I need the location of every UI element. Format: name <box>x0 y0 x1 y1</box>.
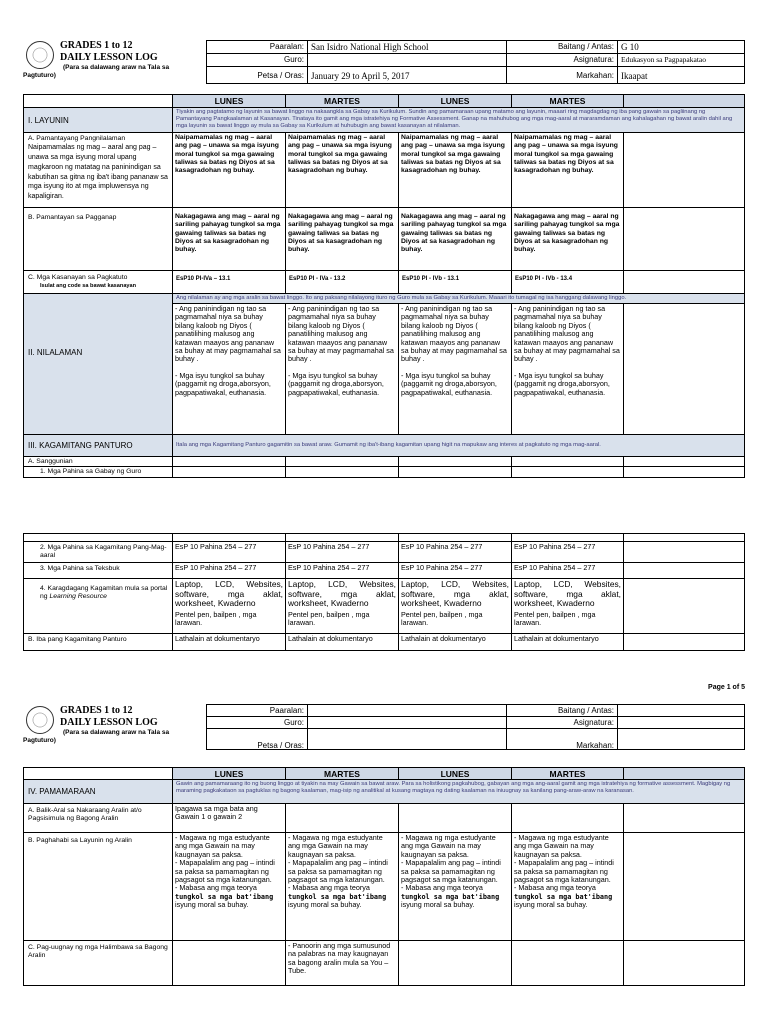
nilalaman-cell-1 <box>172 303 286 435</box>
layunin-note: Tiyakin ang pagtatamo ng layunin sa bawat linggo na nakaangkla sa Gabay sa Kurikulum. Sundin ang pamamaraan upang matamo ang layunin, maaari ring magdagdag ng iba pang gawain sa pagliinang ng Pamantayang Pangkaalaman at Kasanayan. Tinataya ito gamit ang mga istratehiya ng Formative Assessment. Ganap na mahuhubog ang mga mag-aaral at mararamdaman ang kahalagahan ng bawat aralin dahil ang mga layunin sa bawat linggo ay mula sa Gabay sa Kurikulum at huhubugin ang bawat kasanayan at nilalaman. <box>172 107 745 133</box>
asignatura-label-2: Asignatura: <box>506 716 618 729</box>
gabay-cell-5 <box>623 466 745 478</box>
nilalaman-para2: - Mga isyu tungkol sa buhay (paggamit ng droga,aborsyon, pagpapatiwakal, euthanasia. <box>401 370 497 397</box>
kasanayan-code-3: EsP10 PI - IVb - 13.1 <box>398 270 512 294</box>
kagamitan-pang-label: 2. Mga Pahina sa Kagamitang Pang-Mag-aaral <box>23 541 173 563</box>
balik-label: A. Balik-Aral sa Nakaraang Aralin at/o Pagsisimula ng Bagong Aralin <box>23 803 173 833</box>
teksbuk-cell-5 <box>623 562 745 579</box>
pangnilalaman-cell-2: Naipamamalas ng mag – aaral ang pag – unawa sa mga isyung moral tungkol sa mga gawaing taliwas sa batas ng Diyos at sa kasagradohan ng buhay. <box>285 132 399 208</box>
pag-uugnay-cell-5 <box>623 940 745 986</box>
balik-cell-4 <box>511 803 624 833</box>
pamamaraan-label: IV. PAMAMARAAN <box>23 779 173 804</box>
kasanayan-sublabel: Isulat ang code sa bawat kasanayan <box>40 283 137 290</box>
nilalaman-para2: - Mga isyu tungkol sa buhay (paggamit ng droga,aborsyon, pagpapatiwakal, euthanasia. <box>514 370 610 397</box>
paaralan-value: San Isidro National High School <box>307 40 507 54</box>
nilalaman-cell-4 <box>511 303 624 435</box>
karagdagan-big: Laptop, LCD, Websites, software, mga aklat, worksheet, Kwaderno <box>175 579 283 609</box>
iba-label: B. Iba pang Kagamitang Panturo <box>23 633 173 651</box>
karagdagan-cell-3 <box>398 578 512 634</box>
nilalaman-para2: - Mga isyu tungkol sa buhay (paggamit ng droga,aborsyon, pagpapatiwakal, euthanasia. <box>175 370 271 397</box>
kagamitan-pang-cell-3: EsP 10 Pahina 254 – 277 <box>398 541 512 563</box>
iba-cell-5 <box>623 633 745 651</box>
day-header-4-p2: MARTES <box>511 767 624 780</box>
paghahabi-p4: isyung moral sa buhay. <box>175 900 249 910</box>
balik-cell-1: Ipagawa sa mga bata ang Gawain 1 o gawain 2 <box>172 803 286 833</box>
pag-uugnay-label: C. Pag-uugnay ng mga Halimbawa sa Bagong Aralin <box>23 940 173 986</box>
baitang-label-2: Baitang / Antas: <box>506 704 618 717</box>
day-header-3-p2: LUNES <box>398 767 512 780</box>
kagamitan-pang-cell-1: EsP 10 Pahina 254 – 277 <box>172 541 286 563</box>
paghahabi-label: B. Paghahabi sa Layunin ng Aralin <box>23 832 173 941</box>
nilalaman-cell-3 <box>398 303 512 435</box>
paghahabi-p4: isyung moral sa buhay. <box>514 900 588 910</box>
karagdagan-cell-1 <box>172 578 286 634</box>
karagdagan-small: Pentel pen, bailpen , mga larawan. <box>288 609 370 628</box>
kagamitan-note: Itala ang mga Kagamitang Panturo gagamitin sa bawat araw. Gumamit ng iba't-ibang kagamitan upang higit na mapukaw ang interes at pagkatuto ng mga mag-aaral. <box>172 434 745 457</box>
markahan-value-2 <box>617 728 745 750</box>
pangnilalaman-cell-3: Naipamamalas ng mag – aaral ang pag – unawa sa mga isyung moral tungkol sa mga gawaing taliwas sa batas ng Diyos at sa kasagradohan ng buhay. <box>398 132 512 208</box>
kagamitan-pang-cell-4: EsP 10 Pahina 254 – 277 <box>511 541 624 563</box>
paghahabi-p1: - Magawa ng mga estudyante ang mga Gawain na may kaugnayan sa paksa. <box>514 833 609 859</box>
title-line1: GRADES 1 to 12 <box>60 705 133 716</box>
markahan-value: Ikaapat <box>617 66 745 84</box>
kasanayan-label-cell <box>23 270 173 294</box>
petsa-label: Petsa / Oras: <box>206 66 308 84</box>
title-line2: DAILY LESSON LOG <box>60 717 158 728</box>
karagdagan-big: Laptop, LCD, Websites, software, mga aklat, worksheet, Kwaderno <box>514 579 621 609</box>
pamamaraan-note: Gawin ang pamamaraang ito ng buong linggo at tiyakin na may Gawain sa bawat araw. Para sa holistikong pagkahubog, gabayan ang mga ang-aaral gamit ang mga istratehiya ng formative assessment. Magbigay ng maraming pagkakataon sa pagtuklas ng bagong kaalaman, mag-isip ng analitikal at kusang magtaya ng dating kaalaman na iniuugnay sa kanilang pang-araw-araw na karanasan. <box>172 779 745 804</box>
nilalaman-para1: - Ang paninindigan ng tao sa pagmamahal niya sa buhay bilang kaloob ng Diyos ( panatilihing malusog ang katawan maayos ang pananaw sa buhay at may pagmamahal sa buhay . <box>401 304 507 364</box>
paghahabi-p2: - Mapapalalim ang pag – intindi sa paksa sa pamamagitan ng pagsagot sa mga katanungan. <box>175 858 275 885</box>
day-header-1-p2: LUNES <box>172 767 286 780</box>
day-header-5 <box>623 94 745 108</box>
paghahabi-cell-4 <box>511 832 624 941</box>
kasanayan-label: C. Mga Kasanayan sa Pagkatuto <box>28 274 128 281</box>
iba-cell-1: Lathalain at dokumentaryo <box>172 633 286 651</box>
pagganap-cell-1: Nakagagawa ang mag – aaral ng sariling pahayag tungkol sa mga gawaing taliwas sa batas ng Diyos at sa kasagradohan ng buhay. <box>172 207 286 271</box>
paaralan-label-2: Paaralan: <box>206 704 308 717</box>
title-line2: DAILY LESSON LOG <box>60 52 158 63</box>
iba-cell-4: Lathalain at dokumentaryo <box>511 633 624 651</box>
gabay-cell-3 <box>398 466 512 478</box>
karagdagan-small: Pentel pen, bailpen , mga larawan. <box>175 609 257 628</box>
nilalaman-para2: - Mga isyu tungkol sa buhay (paggamit ng droga,aborsyon, pagpapatiwakal, euthanasia. <box>288 370 384 397</box>
day-header-1: LUNES <box>172 94 286 108</box>
teksbuk-cell-4: EsP 10 Pahina 254 – 277 <box>511 562 624 579</box>
paghahabi-p3: - Mabasa ang mga teorya <box>288 883 370 893</box>
layunin-label: I. LAYUNIN <box>23 107 173 133</box>
asignatura-value: Edukasyon sa Pagpapakatao <box>617 53 745 67</box>
iba-cell-2: Lathalain at dokumentaryo <box>285 633 399 651</box>
paghahabi-cell-2 <box>285 832 399 941</box>
pag-uugnay-cell-2: - Panoorin ang mga sumusunod na palabras na may kaugnayan sa bagong aralin mula sa You – Tube. <box>285 940 399 986</box>
karagdagan-big: Laptop, LCD, Websites, software, mga aklat, worksheet, Kwaderno <box>401 579 509 609</box>
teksbuk-cell-2: EsP 10 Pahina 254 – 277 <box>285 562 399 579</box>
kagamitan-pang-cell-5 <box>623 541 745 563</box>
corner-cell <box>23 94 173 108</box>
paghahabi-p3b: tungkol sa mga bat'ibang <box>175 892 274 901</box>
petsa-value: January 29 to April 5, 2017 <box>307 66 507 84</box>
baitang-label: Baitang / Antas: <box>506 40 618 54</box>
kasanayan-code-2: EsP10 PI - IVa - 13.2 <box>285 270 399 294</box>
karagdagan-label <box>23 578 173 634</box>
karagdagan-cell-2 <box>285 578 399 634</box>
gabay-cell-4 <box>511 466 624 478</box>
baitang-value: G 10 <box>617 40 745 54</box>
pagganap-cell-3: Nakagagawa ang mag – aaral ng sariling pahayag tungkol sa mga gawaing taliwas sa batas ng Diyos at sa kasagradohan ng buhay. <box>398 207 512 271</box>
iba-cell-3: Lathalain at dokumentaryo <box>398 633 512 651</box>
paghahabi-cell-5 <box>623 832 745 941</box>
paghahabi-p3b: tungkol sa mga bat'ibang <box>288 892 387 901</box>
header-title-block <box>23 38 174 84</box>
kagamitan-pang-cell-2: EsP 10 Pahina 254 – 277 <box>285 541 399 563</box>
balik-cell-5 <box>623 803 745 833</box>
paghahabi-p2: - Mapapalalim ang pag – intindi sa paksa sa pamamagitan ng pagsagot sa mga katanungan. <box>288 858 388 885</box>
pag-uugnay-cell-3 <box>398 940 512 986</box>
pangnilalaman-description: Naipamamalas ng mag – aaral ang pag – unawa sa mga isyung moral upang magkaroon ng matatag na paninindigan sa kabutihan sa gitna ng iba't ibang pananaw sa mga isyung ito at mga impluwensya ng kapaligiran. <box>28 144 168 201</box>
paghahabi-p3: - Mabasa ang mga teorya <box>175 883 257 893</box>
pangnilalaman-label: A. Pamantayang Pangnilalaman <box>28 135 126 142</box>
pagganap-label: B. Pamantayan sa Pagganap <box>23 207 173 271</box>
nilalaman-note: Ang nilalaman ay ang mga aralin sa bawat linggo. Ito ang paksang nilalayong ituro ng Guro mula sa Gabay sa Kurikulum. Maaari ito tumagal ng isa hanggang dalawang linggo. <box>172 293 745 304</box>
paghahabi-cell-1 <box>172 832 286 941</box>
nilalaman-label: II. NILALAMAN <box>23 293 173 435</box>
paghahabi-p1: - Magawa ng mga estudyante ang mga Gawain na may kaugnayan sa paksa. <box>288 833 383 859</box>
kasanayan-code-5 <box>623 270 745 294</box>
nilalaman-para1: - Ang paninindigan ng tao sa pagmamahal niya sa buhay bilang kaloob ng Diyos ( panatilihing malusog ang katawan maayos ang pananaw sa buhay at may pagmamahal sa buhay . <box>288 304 394 364</box>
karagdagan-label-b: Learning Resource <box>49 593 107 601</box>
pagganap-cell-4: Nakagagawa ang mag – aaral ng sariling pahayag tungkol sa mga gawaing taliwas sa batas ng Diyos at sa kasagradohan ng buhay. <box>511 207 624 271</box>
kagamitan-label: III. KAGAMITANG PANTURO <box>23 434 173 457</box>
pangnilalaman-cell-4: Naipamamalas ng mag – aaral ang pag – unawa sa mga isyung moral tungkol sa mga gawaing taliwas sa batas ng Diyos at sa kasagradohan ng buhay. <box>511 132 624 208</box>
gabay-cell-1 <box>172 466 286 478</box>
nilalaman-cell-5 <box>623 303 745 435</box>
page-number: Page 1 of 5 <box>708 684 745 691</box>
petsa-value-2 <box>307 728 507 750</box>
karagdagan-label-a: 4. Karagdagang Kagamitan mula sa portal ng <box>40 585 168 601</box>
paghahabi-p1: - Magawa ng mga estudyante ang mga Gawain na may kaugnayan sa paksa. <box>401 833 496 859</box>
subtitle: (Para sa dalawang araw na Tala sa Pagtuturo) <box>23 64 170 79</box>
nilalaman-para1: - Ang paninindigan ng tao sa pagmamahal niya sa buhay bilang kaloob ng Diyos ( panatilihing malusog ang katawan maayos ang pananaw sa buhay at may pagmamahal sa buhay . <box>175 304 281 364</box>
header2-title-block <box>23 703 174 749</box>
paghahabi-cell-3 <box>398 832 512 941</box>
pagganap-cell-2: Nakagagawa ang mag – aaral ng sariling pahayag tungkol sa mga gawaing taliwas sa batas ng Diyos at sa kasagradohan ng buhay. <box>285 207 399 271</box>
paghahabi-p2: - Mapapalalim ang pag – intindi sa paksa sa pamamagitan ng pagsagot sa mga katanungan. <box>514 858 614 885</box>
kasanayan-code-4: EsP10 PI - IVb - 13.4 <box>511 270 624 294</box>
pag-uugnay-cell-1 <box>172 940 286 986</box>
markahan-label: Markahan: <box>506 66 618 84</box>
subtitle: (Para sa dalawang araw na Tala sa Pagtuturo) <box>23 729 170 744</box>
paghahabi-p4: isyung moral sa buhay. <box>401 900 475 910</box>
pangnilalaman-cell-1: Naipamamalas ng mag – aaral ang pag – unawa sa mga isyung moral tungkol sa mga gawaing taliwas sa batas ng Diyos at sa kasagradohan ng buhay. <box>172 132 286 208</box>
guro-value <box>307 53 507 67</box>
paghahabi-p3: - Mabasa ang mga teorya <box>514 883 596 893</box>
paghahabi-p1: - Magawa ng mga estudyante ang mga Gawain na may kaugnayan sa paksa. <box>175 833 270 859</box>
guro-label: Guro: <box>206 53 308 67</box>
pangnilalaman-label-cell <box>23 132 173 208</box>
day-header-2-p2: MARTES <box>285 767 399 780</box>
karagdagan-cell-5 <box>623 578 745 634</box>
pag-uugnay-cell-4 <box>511 940 624 986</box>
balik-cell-2 <box>285 803 399 833</box>
teksbuk-cell-1: EsP 10 Pahina 254 – 277 <box>172 562 286 579</box>
day-header-2: MARTES <box>285 94 399 108</box>
paghahabi-p4: isyung moral sa buhay. <box>288 900 362 910</box>
paghahabi-p3: - Mabasa ang mga teorya <box>401 883 483 893</box>
paghahabi-p2: - Mapapalalim ang pag – intindi sa paksa sa pamamagitan ng pagsagot sa mga katanungan. <box>401 858 501 885</box>
karagdagan-small: Pentel pen, bailpen , mga larawan. <box>514 609 596 628</box>
paghahabi-p3b: tungkol sa mga bat'ibang <box>514 892 613 901</box>
karagdagan-small: Pentel pen, bailpen , mga larawan. <box>401 609 483 628</box>
title-line1: GRADES 1 to 12 <box>60 40 133 51</box>
paaralan-label: Paaralan: <box>206 40 308 54</box>
markahan-label-2: Markahan: <box>506 728 618 750</box>
paghahabi-p3b: tungkol sa mga bat'ibang <box>401 892 500 901</box>
asignatura-label: Asignatura: <box>506 53 618 67</box>
pagganap-cell-5 <box>623 207 745 271</box>
teksbuk-cell-3: EsP 10 Pahina 254 – 277 <box>398 562 512 579</box>
teksbuk-label: 3. Mga Pahina sa Teksbuk <box>23 562 173 579</box>
gabay-label: 1. Mga Pahina sa Gabay ng Guro <box>23 466 173 478</box>
karagdagan-big: Laptop, LCD, Websites, software, mga aklat, worksheet, Kwaderno <box>288 579 396 609</box>
petsa-label-2: Petsa / Oras: <box>206 728 308 750</box>
karagdagan-cell-4 <box>511 578 624 634</box>
gabay-cell-2 <box>285 466 399 478</box>
nilalaman-cell-2 <box>285 303 399 435</box>
day-header-4: MARTES <box>511 94 624 108</box>
guro-label-2: Guro: <box>206 716 308 729</box>
pangnilalaman-cell-5 <box>623 132 745 208</box>
balik-cell-3 <box>398 803 512 833</box>
sanggunian-label: A. Sanggunian <box>23 456 173 467</box>
nilalaman-para1: - Ang paninindigan ng tao sa pagmamahal niya sa buhay bilang kaloob ng Diyos ( panatilihing malusog ang katawan maayos ang pananaw sa buhay at may pagmamahal sa buhay . <box>514 304 620 364</box>
kasanayan-code-1: EsP10 PI-IVa – 13.1 <box>172 270 286 294</box>
day-header-3: LUNES <box>398 94 512 108</box>
